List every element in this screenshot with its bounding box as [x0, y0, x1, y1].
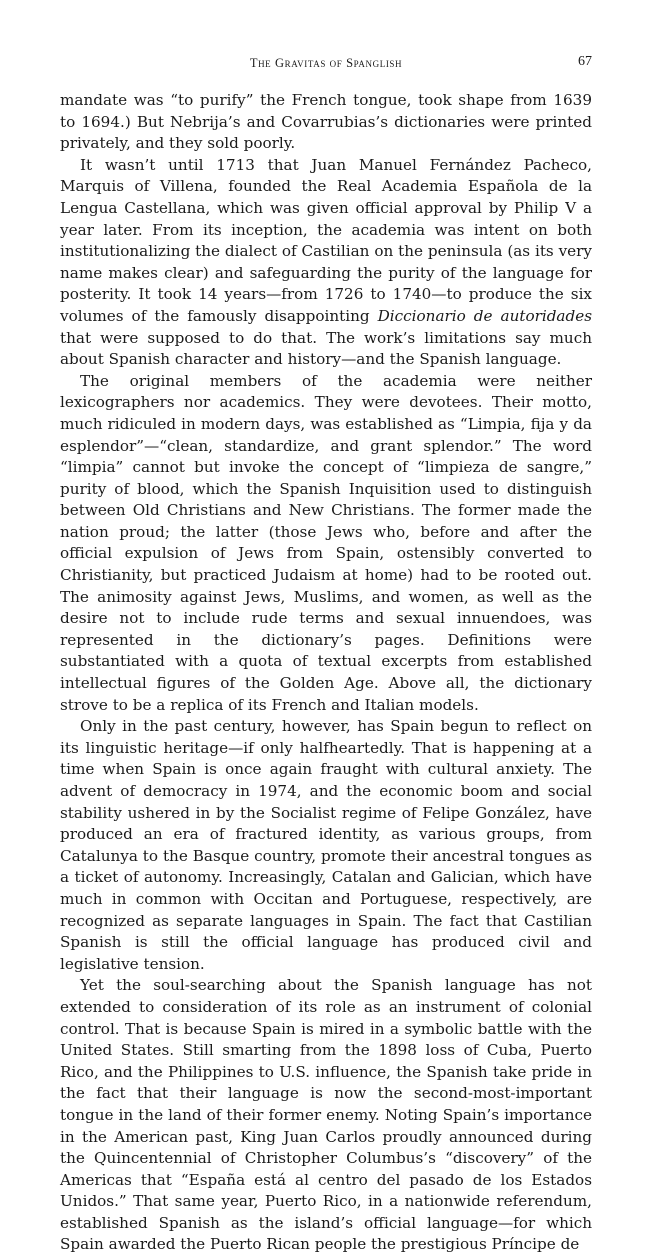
- running-title: The Gravitas of Spanglish: [249, 56, 403, 70]
- page-number: 67: [578, 54, 592, 69]
- paragraph: [60, 155, 592, 371]
- paragraph: [60, 716, 592, 975]
- paragraph-text: mandate was “to purify” the French tongue, took shape from 1639 to 1694.) But Nebrija’s and Covarrubias’s dictionaries were printed privately, and they sold poorly.: [60, 91, 592, 153]
- paragraph-text: Only in the past century, however, has Spain begun to reflect on its linguistic heritage—if only halfheartedly. That is happening at a time when Spain is once again fraught with cultural anxiety. The advent of democracy in 1974, and the economic boom and social stability ushered in by the Socialist regime of Felipe González, have produced an era of fractured identity, as various groups, from Catalunya to the Basque country, promote their ancestral tongues as a ticket of autonomy. Increasingly, Catalan and Galician, which have much in common with Occitan and Portuguese, respectively, are recognized as separate languages in Spain. The fact that Castilian Spanish is still the official language has produced civil and legislative tension.: [60, 717, 592, 973]
- paragraph-text: Yet the soul-searching about the Spanish language has not extended to consideration of its role as an instrument of colonial control. That is because Spain is mired in a symbolic battle with the United States. Still smarting from the 1898 loss of Cuba, Puerto Rico, and the Philippines to U.S. influence, the Spanish take pride in the fact that their language is now the second-most-important tongue in the land of their former enemy. Noting Spain’s importance in the American past, King Juan Carlos proudly announced during the Quincentennial of Christopher Columbus’s “discovery” of the Americas that “España está al centro del pasado de los Estados Unidos.” That same year, Puerto Rico, in a nationwide referendum, established Spanish as the island’s official language—for which Spain awarded the Puerto Rican people the prestigious Príncipe de: [60, 976, 592, 1254]
- book-page: [60, 52, 592, 1256]
- paragraph-text: The original members of the academia were neither lexicographers nor academics. They were devotees. Their motto, much ridiculed in modern days, was established as “Limpia, fija y da esplendor”—“clean, standardize, and grant splendor.” The word “limpia” cannot but invoke the concept of “limpieza de sangre,” purity of blood, which the Spanish Inquisition used to distinguish between Old Christians and New Christians. The former made the nation proud; the latter (those Jews who, before and after the official expulsion of Jews from Spain, ostensibly converted to Christianity, but practiced Judaism at home) had to be rooted out. The animosity against Jews, Muslims, and women, as well as the desire not to include rude terms and sexual innuendoes, was represented in the dictionary’s pages. Definitions were substantiated with a quota of textual excerpts from established intellectual figures of the Golden Age. Above all, the dictionary strove to be a replica of its French and Italian models.: [60, 371, 592, 714]
- paragraph-text: that were supposed to do that. The work’s limitations say much about Spanish character and history—and the Spanish language.: [60, 328, 592, 369]
- running-header: [60, 52, 592, 76]
- paragraph-text: It wasn’t until 1713 that Juan Manuel Fernández Pacheco, Marquis of Villena, founded the Real Academia Española de la Lengua Castellana, which was given official approval by Philip V a year later. From its inception, the academia was intent on both institutionalizing the dialect of Castilian on the peninsula (as its very name makes clear) and safeguarding the purity of the language for posterity. It took 14 years—from 1726 to 1740—to produce the six volumes of the famously disappointing: [60, 155, 592, 325]
- italic-title: Diccionario de autoridades: [377, 306, 592, 325]
- paragraph: [60, 975, 592, 1256]
- body-text: [60, 90, 592, 1256]
- paragraph: [60, 371, 592, 717]
- paragraph: [60, 90, 592, 155]
